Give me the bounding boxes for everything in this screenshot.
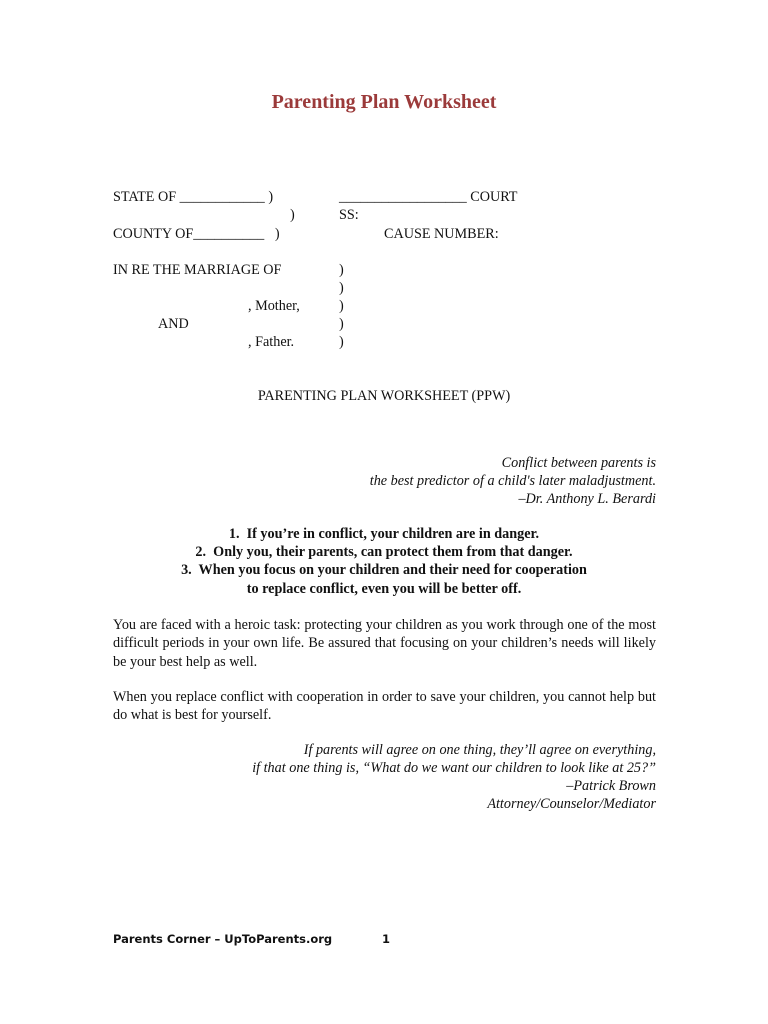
footer-source: Parents Corner – UpToParents.org [113,932,333,946]
principle-item: 1. If you’re in conflict, your children are in danger. [228,526,540,542]
page-number: 1 [382,932,391,946]
quote1-line1: Conflict between parents is [501,455,656,471]
principle-item: to replace conflict, even you will be better off. [246,580,522,597]
quote1-line2: the best predictor of a child's later maladjustment. [369,473,656,489]
worksheet-subtitle: PARENTING PLAN WORKSHEET (PPW) [257,388,511,404]
court-line: __________________ COURT [339,189,518,205]
cause-number-label: CAUSE NUMBER: [384,226,499,242]
quote2-role: Attorney/Counselor/Mediator [487,796,656,812]
caption-paren: ) [290,207,295,223]
county-line: COUNTY OF__________ ) [113,226,280,242]
and-label: AND [158,316,189,332]
state-line: STATE OF ____________ ) [113,189,274,205]
body-paragraph-2: When you replace conflict with cooperation in order to save your children, you cannot help but do what is best for yourself. [113,689,656,724]
caption-paren: ) [339,280,344,296]
quote2-author: –Patrick Brown [566,778,656,794]
caption-paren: ) [339,316,344,332]
in-re-marriage: IN RE THE MARRIAGE OF [113,262,282,278]
principle-item: 2. Only you, their parents, can protect them from that danger. [195,544,573,561]
ss-label: SS: [339,207,359,223]
principles-list [0,525,768,598]
caption-paren: ) [339,262,344,278]
father-label: , Father. [248,334,295,350]
body-paragraph-1: You are faced with a heroic task: protecting your children as you work through one of the most difficult periods in your own life. Be assured that focusing on your children’s needs will likely be your best help as well. [113,617,656,670]
principle-item: 3. When you focus on your children and their need for cooperation [181,562,587,579]
caption-paren: ) [339,298,344,314]
quote2-line2: if that one thing is, “What do we want our children to look like at 25?” [252,760,656,776]
mother-label: , Mother, [248,298,300,314]
quote2-line1: If parents will agree on one thing, they’ll agree on everything, [303,742,656,758]
caption-paren: ) [339,334,344,350]
quote1-attribution: –Dr. Anthony L. Berardi [518,491,656,507]
document-title: Parenting Plan Worksheet [271,91,497,113]
